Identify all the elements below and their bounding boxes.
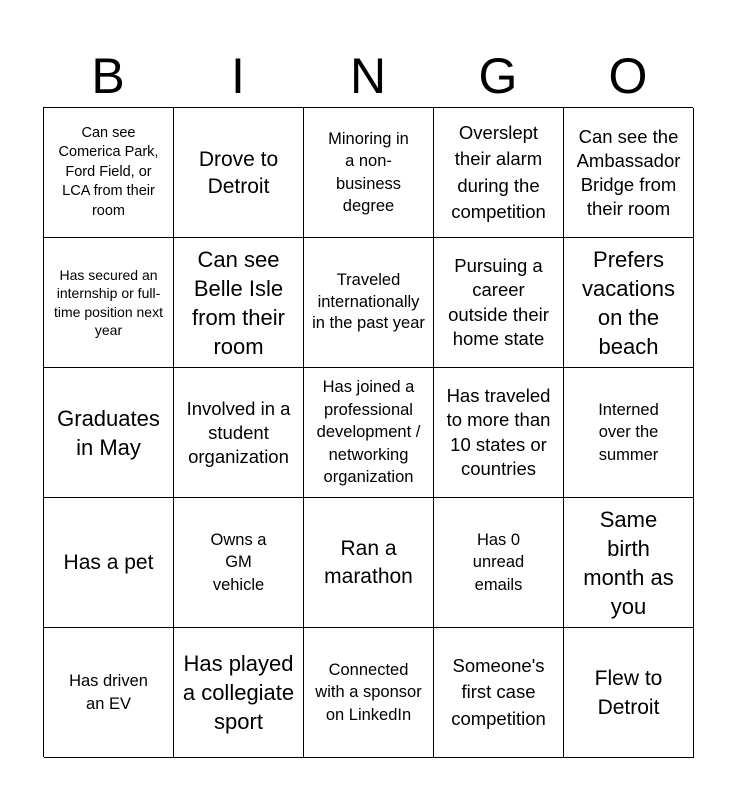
cell-text: Involved in a student organization — [186, 397, 291, 467]
bingo-cell-r1c2[interactable] — [174, 108, 304, 238]
bingo-cell-r5c1[interactable] — [44, 628, 174, 758]
header-letter-b: B — [91, 48, 125, 104]
cell-text: Flew to Detroit — [594, 666, 663, 719]
bingo-cell-r1c3[interactable] — [304, 108, 434, 238]
bingo-cell-r4c5[interactable] — [564, 498, 694, 628]
cell-text: Has driven an EV — [69, 672, 148, 713]
bingo-cell-r2c4[interactable] — [434, 238, 564, 368]
cell-text: Can see the Ambassador Bridge from their room — [576, 125, 681, 219]
cell-text: Has joined a professional development / networking organization — [316, 378, 421, 487]
bingo-cell-r1c1[interactable] — [44, 108, 174, 238]
cell-text: Can see Belle Isle from their room — [192, 246, 285, 359]
bingo-cell-r4c2[interactable] — [174, 498, 304, 628]
cell-text: Ran a marathon — [324, 536, 413, 588]
bingo-cell-r1c5[interactable] — [564, 108, 694, 238]
bingo-cell-r1c4[interactable] — [434, 108, 564, 238]
bingo-cell-r4c3[interactable] — [304, 498, 434, 628]
cell-text: Same birth month as you — [583, 506, 674, 619]
cell-text: Can see Comerica Park, Ford Field, or LCA from their room — [58, 124, 159, 219]
bingo-cell-r2c5[interactable] — [564, 238, 694, 368]
bingo-cell-r3c3[interactable] — [304, 368, 434, 498]
bingo-cell-r4c4[interactable] — [434, 498, 564, 628]
cell-text: Drove to Detroit — [198, 147, 279, 198]
cell-text: Prefers vacations on the beach — [582, 246, 675, 359]
header-letter-n: N — [349, 48, 387, 104]
cell-text: Graduates in May — [57, 405, 160, 460]
bingo-cell-r3c4[interactable] — [434, 368, 564, 498]
bingo-cell-r3c2[interactable] — [174, 368, 304, 498]
cell-text: Has secured an internship or full-time position next year — [54, 266, 163, 338]
bingo-cell-r5c5[interactable] — [564, 628, 694, 758]
cell-text: Traveled internationally in the past year — [312, 271, 425, 333]
bingo-cell-r2c3[interactable] — [304, 238, 434, 368]
cell-text: Owns a GM vehicle — [210, 530, 267, 594]
cell-text: Pursuing a career outside their home state — [448, 254, 549, 349]
bingo-cell-r5c3[interactable] — [304, 628, 434, 758]
cell-text: Has a pet — [63, 551, 154, 574]
cell-text: Interned over the summer — [598, 400, 659, 464]
bingo-cell-r2c2[interactable] — [174, 238, 304, 368]
bingo-header — [43, 44, 693, 108]
header-letter-o: O — [608, 48, 648, 104]
bingo-cell-r5c4[interactable] — [434, 628, 564, 758]
header-letter-i: I — [231, 48, 245, 104]
bingo-cell-r5c2[interactable] — [174, 628, 304, 758]
bingo-cell-r4c1[interactable] — [44, 498, 174, 628]
cell-text: Has 0 unread emails — [472, 530, 525, 594]
bingo-board — [43, 107, 693, 757]
cell-text: Connected with a sponsor on LinkedIn — [315, 660, 422, 724]
cell-text: Someone's first case competition — [451, 654, 546, 729]
bingo-cell-r2c1[interactable] — [44, 238, 174, 368]
cell-text: Has played a collegiate sport — [182, 651, 295, 734]
cell-text: Has traveled to more than 10 states or countries — [446, 384, 551, 479]
header-letter-g: G — [478, 48, 518, 104]
bingo-cell-r3c1[interactable] — [44, 368, 174, 498]
bingo-cell-r3c5[interactable] — [564, 368, 694, 498]
cell-text: Minoring in a non-business degree — [328, 129, 409, 215]
cell-text: Overslept their alarm during the competition — [451, 121, 546, 222]
